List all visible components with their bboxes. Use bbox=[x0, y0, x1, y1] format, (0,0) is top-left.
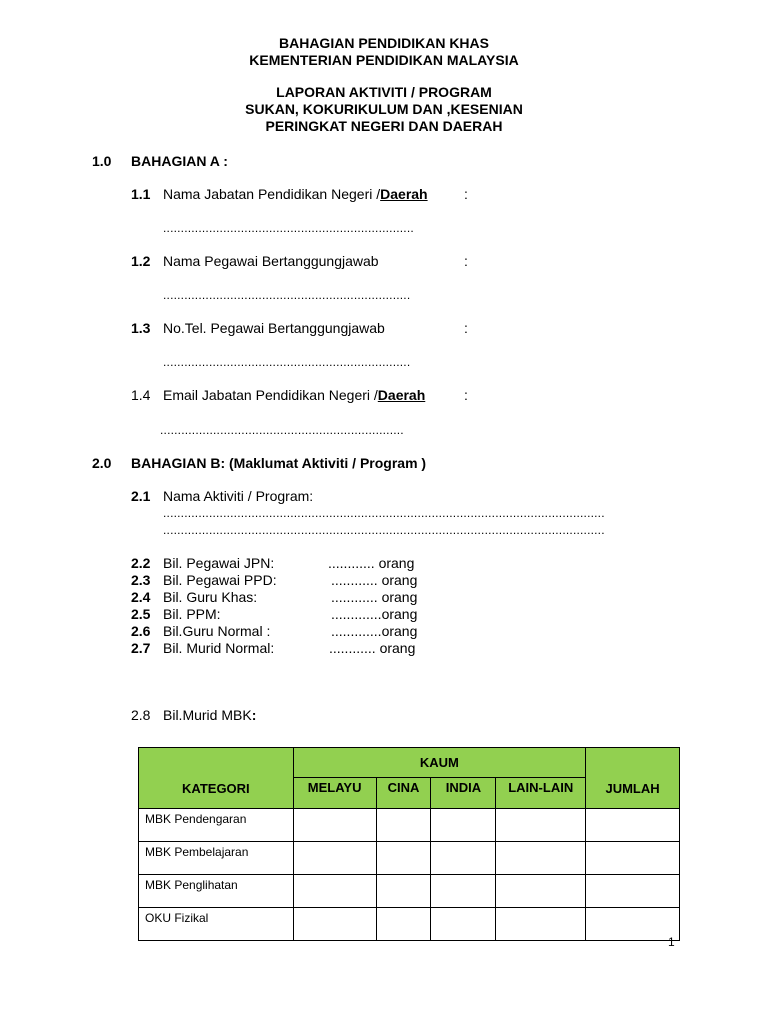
kaum-header: KAUM bbox=[293, 748, 585, 778]
table-row bbox=[139, 842, 680, 875]
table-cell[interactable] bbox=[586, 908, 680, 941]
item-2-3-number: 2.3 bbox=[131, 572, 151, 588]
item-1-1-colon: : bbox=[464, 186, 468, 202]
item-1-2-label: Nama Pegawai Bertanggungjawab bbox=[163, 253, 379, 269]
report-title: LAPORAN AKTIVITI / PROGRAM bbox=[276, 84, 492, 100]
row-category: MBK Pembelajaran bbox=[139, 842, 294, 875]
table-cell[interactable] bbox=[376, 875, 431, 908]
table-cell[interactable] bbox=[431, 875, 496, 908]
item-2-4-number: 2.4 bbox=[131, 589, 151, 605]
item-2-8-number: 2.8 bbox=[131, 707, 151, 723]
item-1-2-number: 1.2 bbox=[131, 253, 151, 269]
item-2-2-value[interactable]: ............ orang bbox=[328, 555, 415, 571]
item-2-8-label: Bil.Murid MBK: bbox=[163, 707, 257, 723]
item-2-7-label: Bil. Murid Normal: bbox=[163, 640, 275, 656]
item-2-3-value[interactable]: ............ orang bbox=[331, 572, 418, 588]
item-2-6-label: Bil.Guru Normal : bbox=[163, 623, 271, 639]
item-2-1-fill-line-2[interactable]: ............................................................................................................................. bbox=[163, 523, 605, 537]
item-2-1-number: 2.1 bbox=[131, 488, 151, 504]
item-2-7-value[interactable]: ............ orang bbox=[329, 640, 416, 656]
item-1-4-number: 1.4 bbox=[131, 387, 151, 403]
item-1-1-number: 1.1 bbox=[131, 186, 151, 202]
melayu-header: MELAYU bbox=[293, 778, 376, 809]
table-cell[interactable] bbox=[431, 809, 496, 842]
header-line-1: BAHAGIAN PENDIDIKAN KHAS bbox=[278, 35, 489, 51]
item-1-1-label: Nama Jabatan Pendidikan Negeri /Daerah bbox=[163, 186, 428, 202]
table-cell[interactable] bbox=[376, 908, 431, 941]
table-row bbox=[139, 875, 680, 908]
item-2-5-number: 2.5 bbox=[131, 606, 151, 622]
item-1-1-fill-line[interactable]: ....................................................................... bbox=[163, 221, 414, 235]
item-2-3-label: Bil. Pegawai PPD: bbox=[163, 572, 277, 588]
item-1-4-emph: Daerah bbox=[377, 387, 426, 403]
table-cell[interactable] bbox=[431, 908, 496, 941]
item-2-2-number: 2.2 bbox=[131, 555, 151, 571]
item-2-6-value[interactable]: .............orang bbox=[331, 623, 418, 639]
table-cell[interactable] bbox=[431, 842, 496, 875]
lain-lain-header: LAIN-LAIN bbox=[496, 778, 586, 809]
item-1-1-emph: Daerah bbox=[380, 186, 428, 202]
item-1-4-fill-line[interactable]: ..................................................................... bbox=[160, 423, 404, 437]
item-2-1-label: Nama Aktiviti / Program: bbox=[163, 488, 314, 504]
report-subtitle-2: PERINGKAT NEGERI DAN DAERAH bbox=[265, 118, 503, 134]
table-cell[interactable] bbox=[376, 809, 431, 842]
item-2-1-fill-line-1[interactable]: ............................................................................................................................. bbox=[163, 506, 605, 520]
table-cell[interactable] bbox=[586, 875, 680, 908]
item-2-7-number: 2.7 bbox=[131, 640, 151, 656]
item-1-2-colon: : bbox=[464, 253, 468, 269]
table-cell[interactable] bbox=[496, 908, 586, 941]
table-cell[interactable] bbox=[376, 842, 431, 875]
report-subtitle-1: SUKAN, KOKURIKULUM DAN ,KESENIAN bbox=[245, 101, 523, 117]
item-1-4-label: Email Jabatan Pendidikan Negeri /Daerah bbox=[163, 387, 426, 403]
item-2-4-value[interactable]: ............ orang bbox=[331, 589, 418, 605]
table-cell[interactable] bbox=[293, 842, 376, 875]
table-row bbox=[139, 908, 680, 941]
table-cell[interactable] bbox=[293, 809, 376, 842]
item-2-4-label: Bil. Guru Khas: bbox=[163, 589, 258, 605]
cina-header: CINA bbox=[376, 778, 431, 809]
item-1-2-fill-line[interactable]: ...................................................................... bbox=[163, 288, 411, 302]
item-1-3-fill-line[interactable]: ...................................................................... bbox=[163, 355, 411, 369]
table-cell[interactable] bbox=[496, 809, 586, 842]
page-number: 1 bbox=[668, 935, 675, 949]
item-2-2-label: Bil. Pegawai JPN: bbox=[163, 555, 275, 571]
header-line-2: KEMENTERIAN PENDIDIKAN MALAYSIA bbox=[249, 52, 519, 68]
table-row bbox=[139, 809, 680, 842]
jumlah-header: JUMLAH bbox=[586, 748, 680, 809]
table-cell[interactable] bbox=[496, 842, 586, 875]
item-2-5-label: Bil. PPM: bbox=[163, 606, 221, 622]
table-cell[interactable] bbox=[586, 842, 680, 875]
kategori-header: KATEGORI bbox=[139, 748, 294, 809]
item-1-3-number: 1.3 bbox=[131, 320, 151, 336]
row-category: OKU Fizikal bbox=[139, 908, 294, 941]
table-cell[interactable] bbox=[586, 809, 680, 842]
row-category: MBK Penglihatan bbox=[139, 875, 294, 908]
table-cell[interactable] bbox=[496, 875, 586, 908]
item-1-3-colon: : bbox=[464, 320, 468, 336]
section-b-number: 2.0 bbox=[92, 455, 112, 471]
item-1-3-label: No.Tel. Pegawai Bertanggungjawab bbox=[163, 320, 385, 336]
mbk-table bbox=[138, 747, 680, 941]
india-header: INDIA bbox=[431, 778, 496, 809]
section-a-title: BAHAGIAN A : bbox=[131, 153, 228, 169]
item-1-4-colon: : bbox=[464, 387, 468, 403]
table-cell[interactable] bbox=[293, 908, 376, 941]
item-2-5-value[interactable]: .............orang bbox=[331, 606, 418, 622]
section-b-title: BAHAGIAN B: (Maklumat Aktiviti / Program ) bbox=[131, 455, 427, 471]
table-cell[interactable] bbox=[293, 875, 376, 908]
section-a-number: 1.0 bbox=[92, 153, 112, 169]
item-2-6-number: 2.6 bbox=[131, 623, 151, 639]
row-category: MBK Pendengaran bbox=[139, 809, 294, 842]
